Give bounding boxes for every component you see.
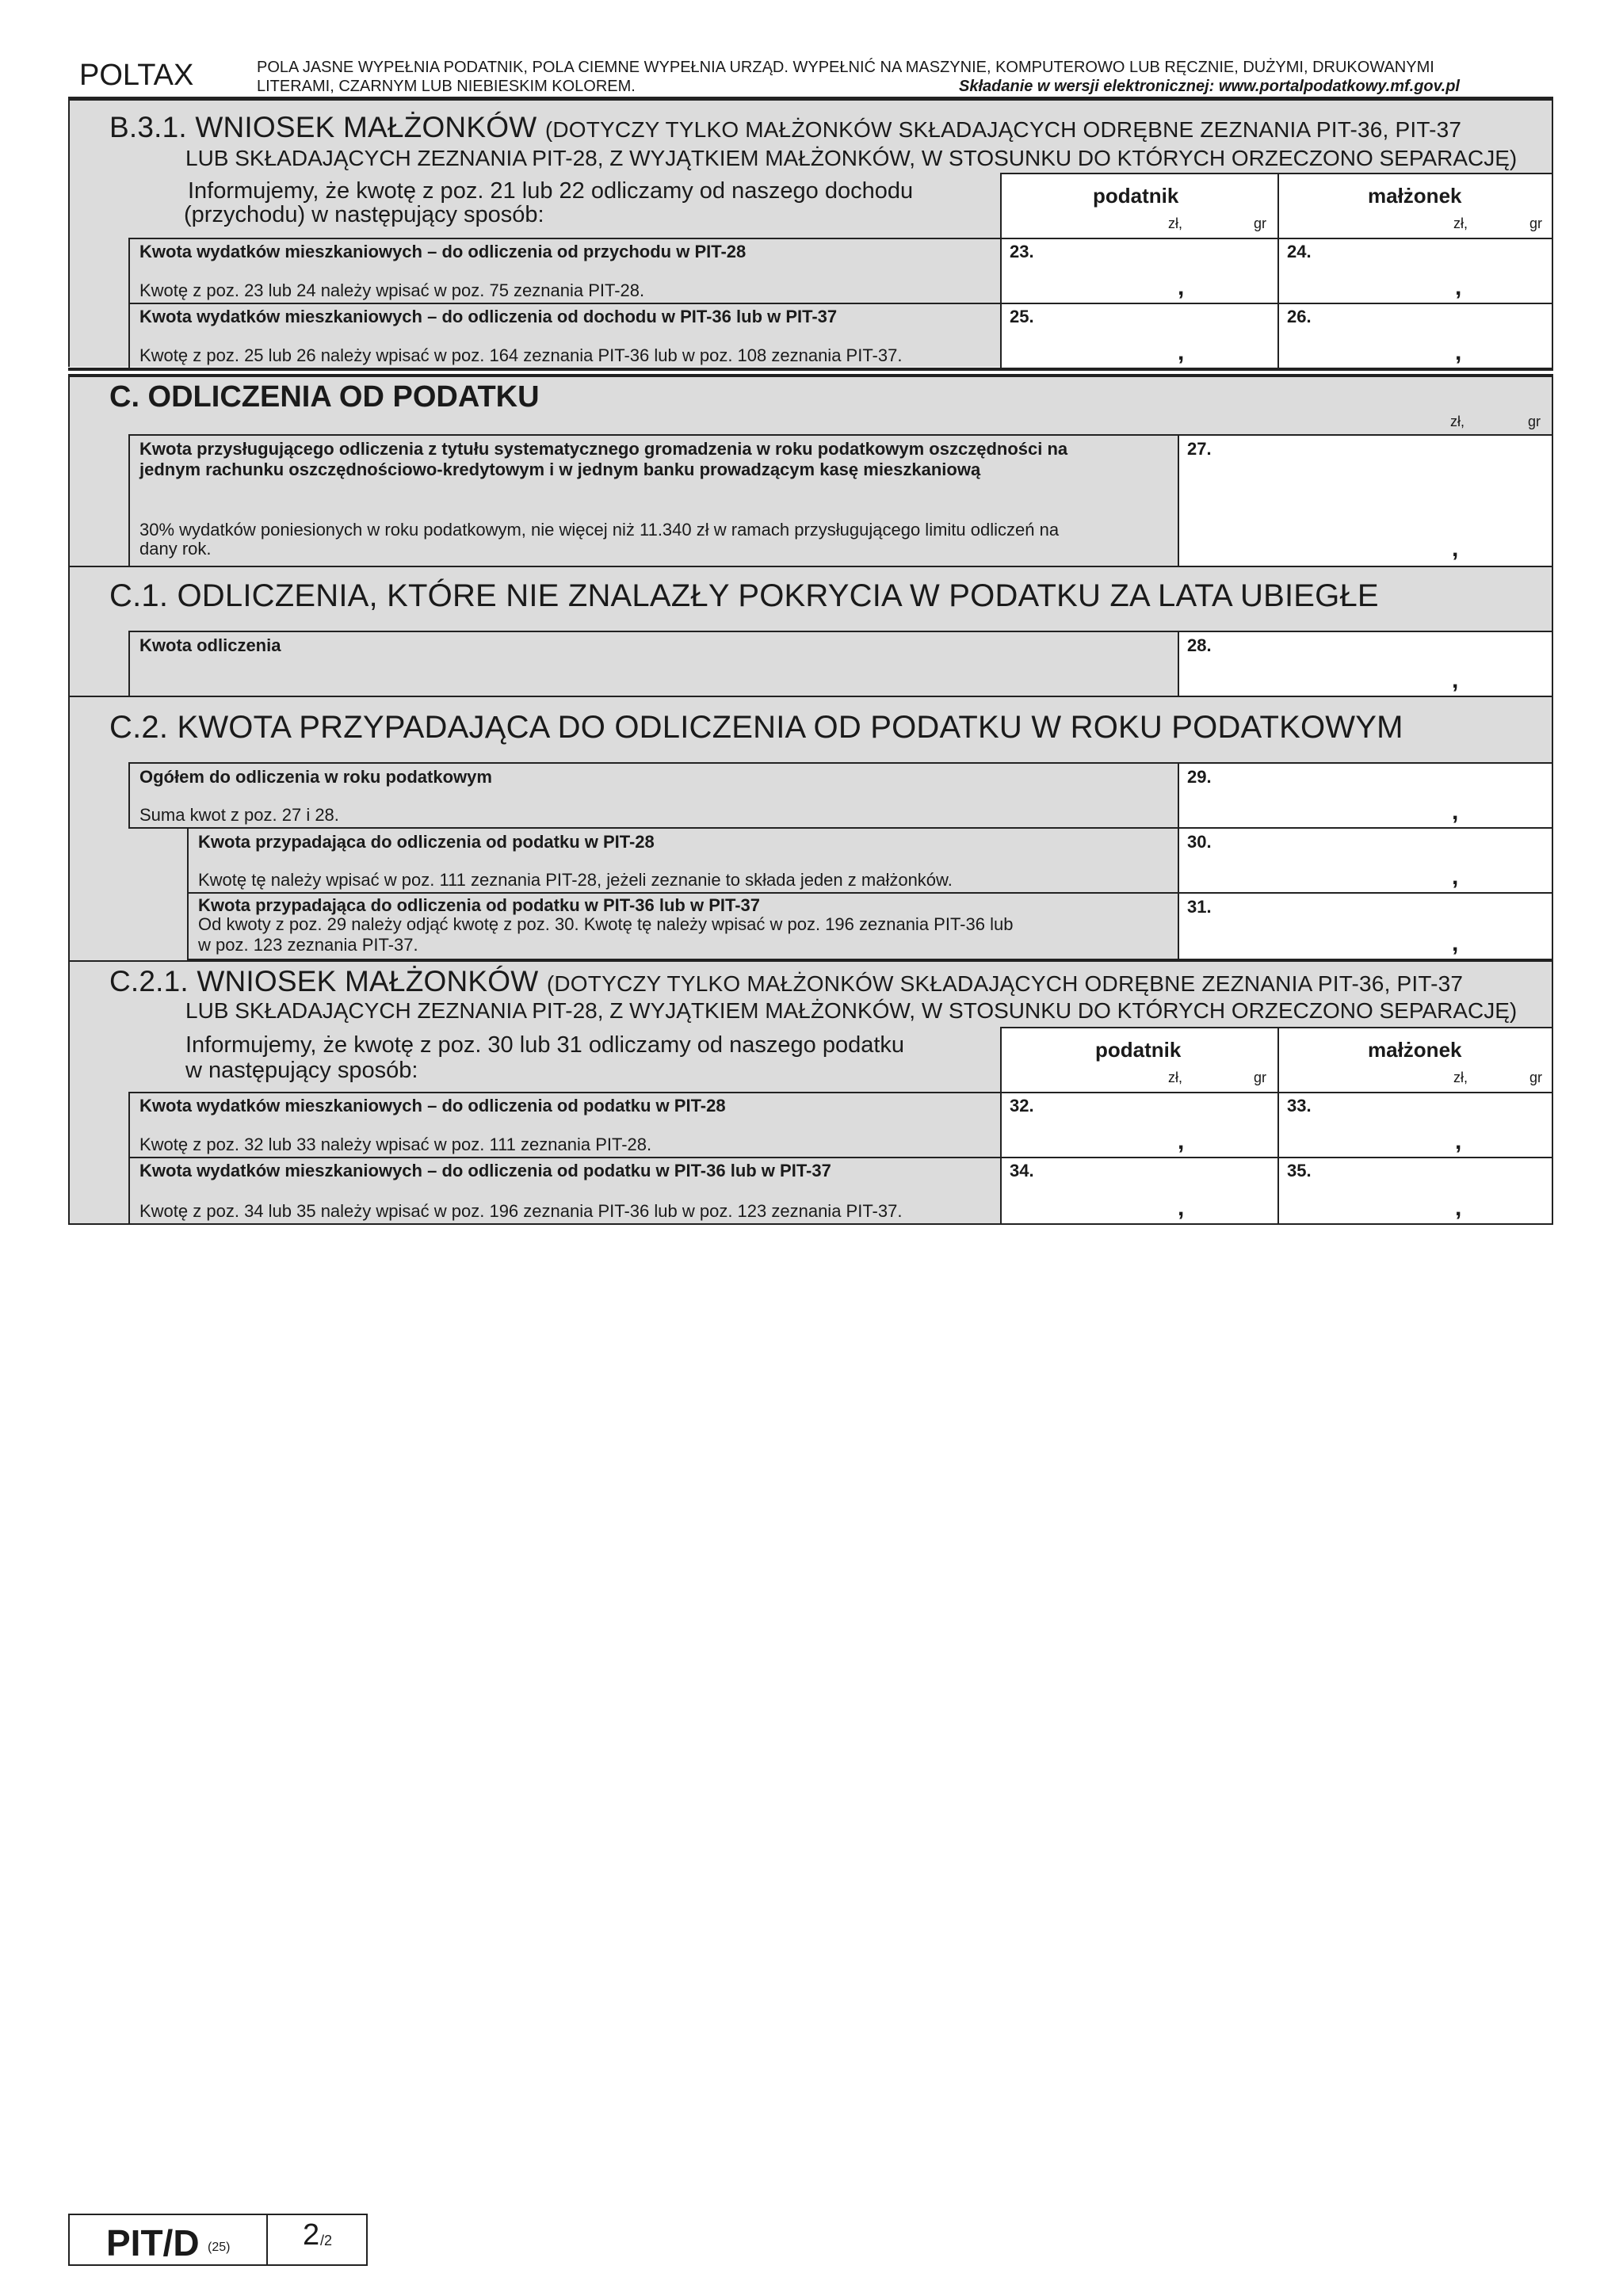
unit-zl: zł, bbox=[1168, 215, 1182, 231]
field-30-comma: , bbox=[1452, 864, 1459, 890]
footer-form-version: (25) bbox=[208, 2241, 231, 2254]
c2-row2-note: Kwotę tę należy wpisać w poz. 111 zeznania PIT-28, jeżeli zeznanie to składa jeden z małżonków. bbox=[198, 870, 953, 890]
footer-form-name: PIT/D bbox=[106, 2222, 200, 2264]
b31-col-malzonek-label: małżonek bbox=[1368, 184, 1462, 208]
field-26[interactable] bbox=[1277, 303, 1553, 369]
c1-row-label-cell bbox=[128, 631, 1179, 697]
b31-row1-label: Kwota wydatków mieszkaniowych – do odliczenia od przychodu w PIT-28 bbox=[139, 242, 747, 261]
section-b31-title: B.3.1. WNIOSEK MAŁŻONKÓW (DOTYCZY TYLKO MAŁŻONKÓW SKŁADAJĄCYCH ODRĘBNE ZEZNANIA PIT-36, PIT-37 bbox=[109, 111, 1462, 143]
field-30-number: 30. bbox=[1187, 832, 1212, 852]
field-34[interactable] bbox=[1000, 1157, 1279, 1225]
field-27-number: 27. bbox=[1187, 439, 1212, 459]
field-32-comma: , bbox=[1178, 1128, 1185, 1154]
section-divider bbox=[68, 368, 1553, 371]
field-25[interactable] bbox=[1000, 303, 1279, 369]
footer-form-box bbox=[68, 2214, 368, 2266]
section-c21-title: C.2.1. WNIOSEK MAŁŻONKÓW (DOTYCZY TYLKO MAŁŻONKÓW SKŁADAJĄCYCH ODRĘBNE ZEZNANIA PIT-36, PIT-37 bbox=[109, 965, 1464, 997]
field-24-comma: , bbox=[1455, 274, 1462, 300]
b31-row2-label-cell bbox=[128, 303, 1002, 369]
b31-row2-note: Kwotę z poz. 25 lub 26 należy wpisać w poz. 164 zeznania PIT-36 lub w poz. 108 zeznania PIT-37. bbox=[139, 345, 903, 365]
field-35-number: 35. bbox=[1287, 1161, 1312, 1180]
field-28-number: 28. bbox=[1187, 635, 1212, 655]
section-b31-info-1: Informujemy, że kwotę z poz. 21 lub 22 odliczamy od naszego dochodu bbox=[188, 178, 914, 204]
brand-poltax: POLTAX bbox=[79, 59, 194, 92]
b31-row1-label-cell bbox=[128, 238, 1002, 304]
field-35-comma: , bbox=[1455, 1195, 1462, 1221]
section-c1-title: C.1. ODLICZENIA, KTÓRE NIE ZNALAZŁY POKRYCIA W PODATKU ZA LATA UBIEGŁE bbox=[109, 578, 1379, 613]
unit-zl: zł, bbox=[1168, 1070, 1182, 1085]
b31-row2-label: Kwota wydatków mieszkaniowych – do odliczenia od dochodu w PIT-36 lub w PIT-37 bbox=[139, 307, 838, 326]
unit-zl: zł, bbox=[1453, 1070, 1468, 1085]
field-29-comma: , bbox=[1452, 799, 1459, 825]
b31-col-malzonek-header bbox=[1277, 173, 1553, 239]
field-32-number: 32. bbox=[1010, 1096, 1034, 1116]
c-row-label-2: jednym rachunku oszczędnościowo-kredytowym i w jednym banku prowadzącym kasę mieszkaniową bbox=[139, 460, 981, 479]
b31-row1-note: Kwotę z poz. 23 lub 24 należy wpisać w poz. 75 zeznania PIT-28. bbox=[139, 280, 645, 300]
c21-row2-note: Kwotę z poz. 34 lub 35 należy wpisać w poz. 196 zeznania PIT-36 lub w poz. 123 zeznania PIT-37. bbox=[139, 1201, 903, 1221]
footer-page-cell bbox=[268, 2215, 366, 2264]
section-c-title: C. ODLICZENIA OD PODATKU bbox=[109, 380, 540, 414]
field-25-comma: , bbox=[1178, 339, 1185, 365]
c2-row2-label: Kwota przypadająca do odliczenia od podatku w PIT-28 bbox=[198, 832, 655, 852]
field-26-comma: , bbox=[1455, 339, 1462, 365]
field-28[interactable] bbox=[1178, 631, 1553, 697]
c2-row3-label: Kwota przypadająca do odliczenia od podatku w PIT-36 lub w PIT-37 bbox=[198, 895, 761, 915]
field-33[interactable] bbox=[1277, 1092, 1553, 1158]
section-b31-info-2: (przychodu) w następujący sposób: bbox=[184, 202, 544, 227]
c2-row3-note-2: w poz. 123 zeznania PIT-37. bbox=[198, 935, 418, 955]
section-c21-info-2: w następujący sposób: bbox=[185, 1058, 418, 1083]
c2-row3-note-1: Od kwoty z poz. 29 należy odjąć kwotę z poz. 30. Kwotę tę należy wpisać w poz. 196 zeznania PIT-36 lub bbox=[198, 914, 1014, 934]
c21-col-podatnik-header bbox=[1000, 1027, 1279, 1093]
c2-row2-label-cell bbox=[187, 827, 1179, 894]
instruction-line-1: POLA JASNE WYPEŁNIA PODATNIK, POLA CIEMNE WYPEŁNIA URZĄD. WYPEŁNIĆ NA MASZYNIE, KOMPUTEROWO LUB RĘCZNIE, DUŻYMI, DRUKOWANYMI bbox=[257, 59, 1434, 76]
field-28-comma: , bbox=[1452, 667, 1459, 693]
b31-col-podatnik-label: podatnik bbox=[1093, 184, 1179, 208]
field-24-number: 24. bbox=[1287, 242, 1312, 261]
section-b31-subtitle: LUB SKŁADAJĄCYCH ZEZNANIA PIT-28, Z WYJĄTKIEM MAŁŻONKÓW, W STOSUNKU DO KTÓRYCH ORZECZONO SEPARACJĘ) bbox=[185, 146, 1518, 170]
c21-col-malzonek-header bbox=[1277, 1027, 1553, 1093]
c2-row3-label-cell bbox=[187, 892, 1179, 960]
c-row-label-1: Kwota przysługującego odliczenia z tytułu systematycznego gromadzenia w roku podatkowym oszczędności na bbox=[139, 439, 1068, 459]
c-row-label-cell bbox=[128, 434, 1179, 567]
section-c21-info-1: Informujemy, że kwotę z poz. 30 lub 31 odliczamy od naszego podatku bbox=[185, 1032, 905, 1058]
unit-zl: zł, bbox=[1450, 414, 1465, 429]
field-23-comma: , bbox=[1178, 274, 1185, 300]
field-30[interactable] bbox=[1178, 827, 1553, 894]
c21-col-podatnik-label: podatnik bbox=[1095, 1038, 1182, 1062]
c2-row1-label-cell bbox=[128, 762, 1179, 829]
footer-page-number: 2 bbox=[303, 2218, 320, 2252]
electronic-filing-note: Składanie w wersji elektronicznej: www.portalpodatkowy.mf.gov.pl bbox=[959, 78, 1460, 95]
field-31[interactable] bbox=[1178, 892, 1553, 960]
section-c2-title: C.2. KWOTA PRZYPADAJĄCA DO ODLICZENIA OD PODATKU W ROKU PODATKOWYM bbox=[109, 710, 1403, 745]
unit-gr: gr bbox=[1529, 1070, 1543, 1085]
footer-page-total: /2 bbox=[320, 2233, 333, 2248]
field-27[interactable] bbox=[1178, 434, 1553, 567]
c21-row1-label: Kwota wydatków mieszkaniowych – do odliczenia od podatku w PIT-28 bbox=[139, 1096, 726, 1116]
field-25-number: 25. bbox=[1010, 307, 1034, 326]
field-34-number: 34. bbox=[1010, 1161, 1034, 1180]
c-row-note-2: dany rok. bbox=[139, 539, 212, 559]
c21-row1-note: Kwotę z poz. 32 lub 33 należy wpisać w poz. 111 zeznania PIT-28. bbox=[139, 1135, 652, 1154]
c2-row1-label: Ogółem do odliczenia w roku podatkowym bbox=[139, 767, 492, 787]
unit-gr: gr bbox=[1529, 215, 1543, 231]
field-34-comma: , bbox=[1178, 1195, 1185, 1221]
c21-row1-label-cell bbox=[128, 1092, 1002, 1158]
c-row-note-1: 30% wydatków poniesionych w roku podatkowym, nie więcej niż 11.340 zł w ramach przysługującego limitu odliczeń na bbox=[139, 520, 1060, 540]
c1-row-label: Kwota odliczenia bbox=[139, 635, 281, 655]
unit-gr: gr bbox=[1254, 1070, 1267, 1085]
field-33-number: 33. bbox=[1287, 1096, 1312, 1116]
field-32[interactable] bbox=[1000, 1092, 1279, 1158]
c21-row2-label: Kwota wydatków mieszkaniowych – do odliczenia od podatku w PIT-36 lub w PIT-37 bbox=[139, 1161, 831, 1180]
instruction-line-2: LITERAMI, CZARNYM LUB NIEBIESKIM KOLOREM. bbox=[257, 78, 636, 95]
c21-col-malzonek-label: małżonek bbox=[1368, 1038, 1462, 1062]
field-27-comma: , bbox=[1452, 536, 1459, 562]
field-29-number: 29. bbox=[1187, 767, 1212, 787]
field-24[interactable] bbox=[1277, 238, 1553, 304]
footer-form-name-cell bbox=[70, 2215, 268, 2264]
field-33-comma: , bbox=[1455, 1128, 1462, 1154]
field-31-comma: , bbox=[1452, 930, 1459, 956]
unit-gr: gr bbox=[1254, 215, 1267, 231]
field-23[interactable] bbox=[1000, 238, 1279, 304]
field-29[interactable] bbox=[1178, 762, 1553, 829]
field-26-number: 26. bbox=[1287, 307, 1312, 326]
unit-zl: zł, bbox=[1453, 215, 1468, 231]
c2-row1-note: Suma kwot z poz. 27 i 28. bbox=[139, 805, 339, 825]
field-35[interactable] bbox=[1277, 1157, 1553, 1225]
section-c21-subtitle: LUB SKŁADAJĄCYCH ZEZNANIA PIT-28, Z WYJĄTKIEM MAŁŻONKÓW, W STOSUNKU DO KTÓRYCH ORZECZONO SEPARACJĘ) bbox=[185, 998, 1518, 1023]
unit-gr: gr bbox=[1528, 414, 1541, 429]
field-23-number: 23. bbox=[1010, 242, 1034, 261]
c21-row2-label-cell bbox=[128, 1157, 1002, 1225]
field-31-number: 31. bbox=[1187, 897, 1212, 917]
b31-col-podatnik-header bbox=[1000, 173, 1279, 239]
